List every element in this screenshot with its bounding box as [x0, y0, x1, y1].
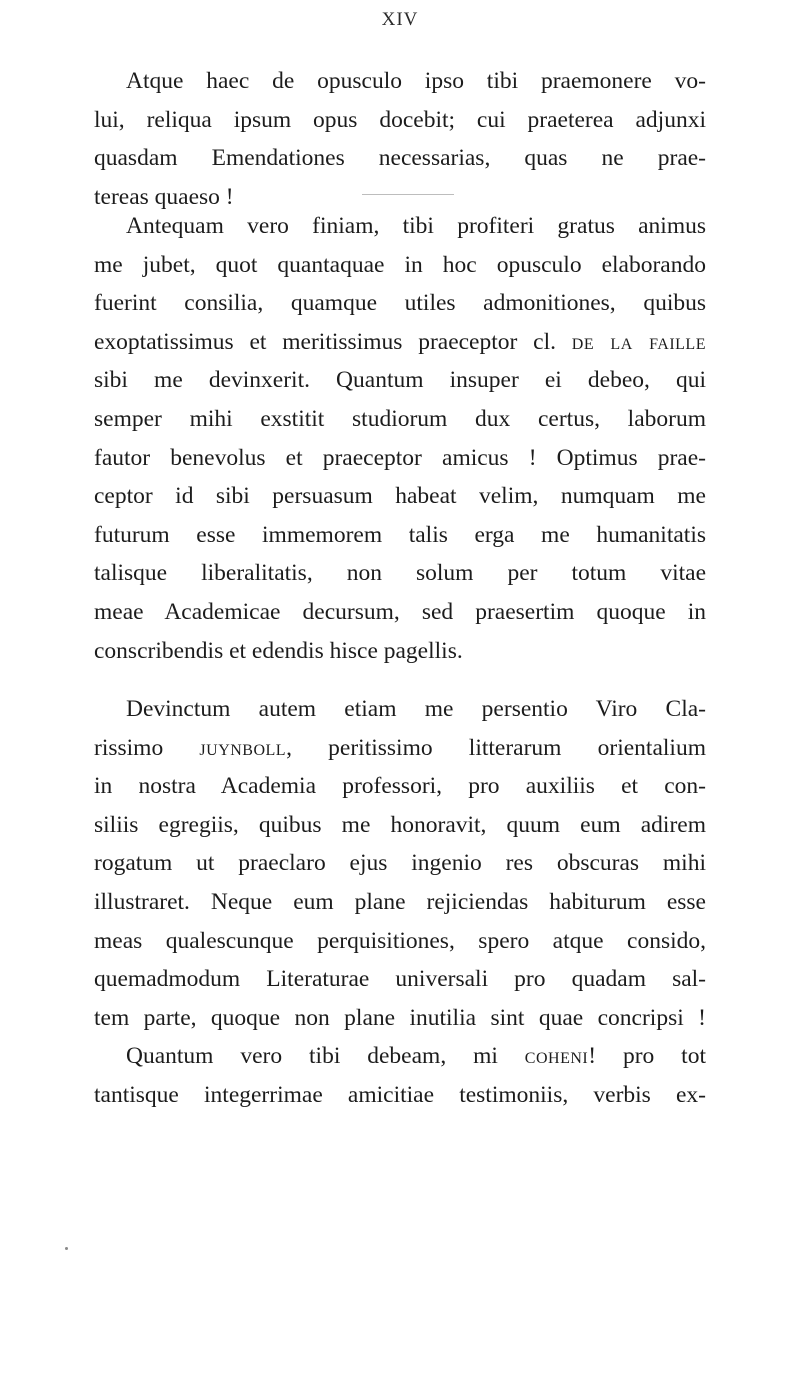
text-line: fautor benevolus et praeceptor amicus ! Optimus prae- [94, 444, 706, 471]
text-line: ceptor id sibi persuasum habeat velim, numquam me [94, 483, 706, 510]
person-name-de-la-faille: de la faille [571, 328, 706, 355]
text-line [94, 323, 706, 362]
text-line: futurum esse immemorem talis erga me humanitatis [94, 521, 706, 548]
text-line: talisque liberalitatis, non solum per totum vitae [94, 560, 706, 587]
text-segment: exoptatissimus et meritissimus praeceptor cl. [94, 328, 572, 355]
text-line: Antequam vero finiam, tibi profiteri gratus animus [126, 213, 706, 239]
text-line: quemadmodum Literaturae universali pro quadam sal- [94, 966, 706, 993]
text-line: rogatum ut praeclaro ejus ingenio res obscuras mihi [94, 850, 706, 877]
text-line: tem parte, quoque non plane inutilia sint quae concripsi ! [94, 1004, 706, 1031]
text-line: in nostra Academia professori, pro auxiliis et con- [94, 773, 706, 800]
text-line: Atque haec de opusculo ipso tibi praemonere vo- [126, 68, 706, 94]
text-line: sibi me devinxerit. Quantum insuper ei debeo, qui [94, 367, 706, 394]
page-number: XIV [381, 9, 419, 30]
text-line: illustraret. Neque eum plane rejiciendas habiturum esse [94, 888, 706, 915]
text-line: semper mihi exstitit studiorum dux certus, laborum [94, 405, 706, 432]
text-line: meae Academicae decursum, sed praesertim quoque in [94, 598, 706, 625]
text-line: Devinctum autem etiam me persentio Viro Cla- [126, 696, 706, 722]
paragraph-de-la-faille [94, 207, 706, 670]
text-segment: rissimo [94, 734, 200, 761]
text-line: quasdam Emendationes necessarias, quas ne prae- [94, 145, 706, 172]
text-line: lui, reliqua ipsum opus docebit; cui praeterea adjunxi [94, 106, 706, 133]
text-line: tereas quaeso ! [94, 183, 234, 210]
section-divider [362, 194, 454, 195]
paragraph-juynboll [94, 690, 706, 1115]
text-line: siliis egregiis, quibus me honoravit, quum eum adirem [94, 811, 706, 838]
person-name-juynboll: juynboll [199, 734, 287, 761]
text-segment: Quantum vero tibi debeam, mi [126, 1043, 525, 1070]
paper-speck [65, 1247, 68, 1250]
text-line: me jubet, quot quantaquae in hoc opusculo elaborando [94, 251, 706, 278]
text-line [94, 1037, 706, 1076]
text-line [94, 729, 706, 768]
text-line: tantisque integerrimae amicitiae testimoniis, verbis ex- [94, 1081, 706, 1108]
person-name-coheni: coheni [524, 1043, 589, 1070]
text-line: meas qualescunque perquisitiones, spero atque consido, [94, 927, 706, 954]
text-line: fuerint consilia, quamque utiles admonitiones, quibus [94, 290, 706, 317]
text-segment: ! pro tot [588, 1043, 706, 1070]
text-line: conscribendis et edendis hisce pagellis. [94, 637, 463, 664]
text-segment: , peritissimo litterarum orientalium [286, 734, 706, 761]
